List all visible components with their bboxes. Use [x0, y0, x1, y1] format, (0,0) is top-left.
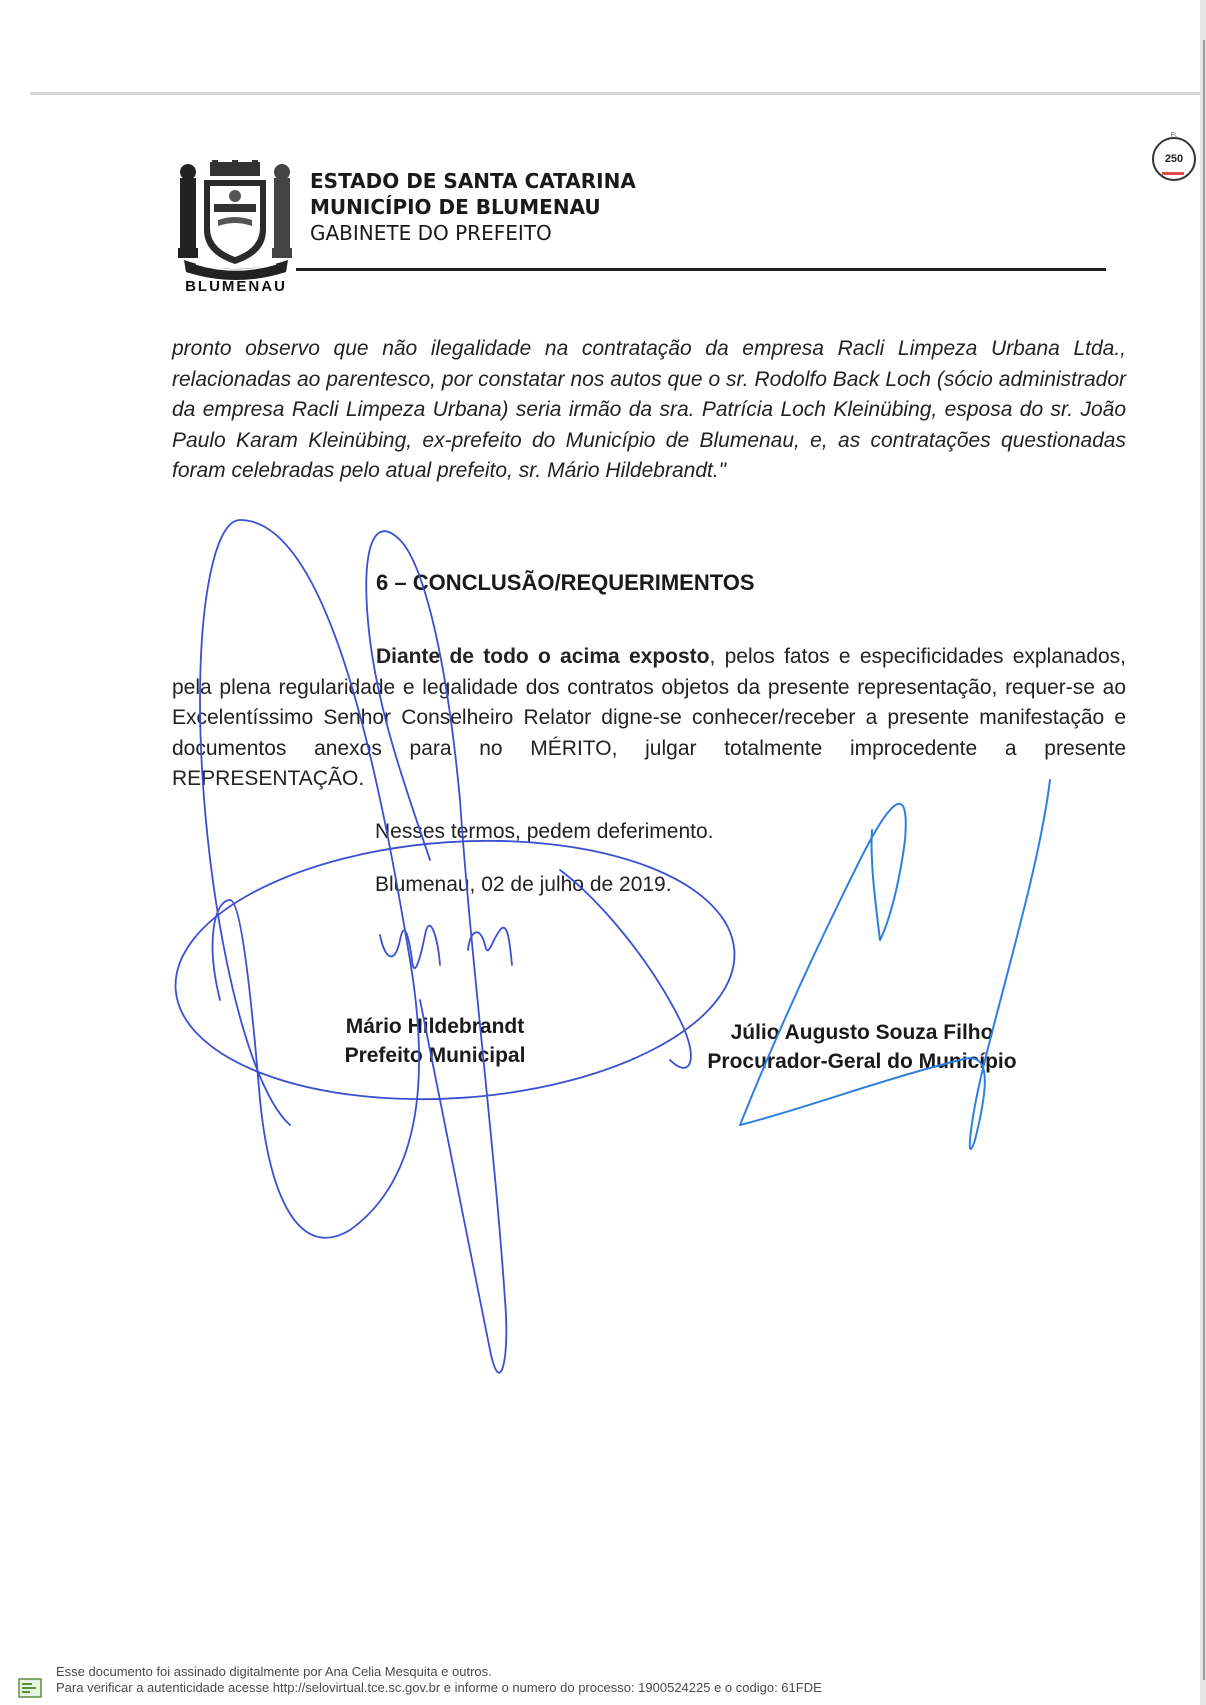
date-line: Blumenau, 02 de julho de 2019.: [375, 873, 672, 896]
section-title: 6 – CONCLUSÃO/REQUERIMENTOS: [376, 570, 755, 595]
quoted-paragraph: [172, 334, 1126, 487]
stamp-fl-label: Fl.: [1170, 133, 1178, 139]
crest-label: BLUMENAU: [185, 278, 287, 295]
scan-top-margin: [0, 0, 1206, 96]
signature-block-attorney: [672, 1018, 1052, 1076]
verification-note: [56, 1664, 822, 1696]
scan-edge-top: [30, 92, 1200, 95]
letterhead-office: GABINETE DO PREFEITO: [310, 221, 552, 245]
scan-edge-right-line: [1203, 40, 1205, 1680]
quoted-paragraph-text: pronto observo que não ilegalidade na contratação da empresa Racli Limpeza Urbana Ltda., relacionadas ao parentesco, por constatar nos autos que o sr. Rodolfo Back Loch (sócio administrador da empresa Racli Limpeza Urbana) seria irmão da sra. Patrícia Loch Kleinübing, esposa do sr. João Paulo Karam Kleinübing, ex-prefeito do Município de Blumenau, e, as contratações questionadas foram celebradas pelo atual prefeito, sr. Mário Hildebrandt.": [172, 337, 1126, 482]
letterhead-municipality: MUNICÍPIO DE BLUMENAU: [310, 195, 601, 219]
conclusion-body: , pelos fatos e especificidades explanados, pela plena regularidade e legalidade dos contratos objetos da presente representação, requer-se ao Excelentíssimo Senhor Conselheiro Relator digne-se conhecer/receber a presente manifestação e documentos anexos para no MÉRITO, julgar totalmente improcedente a presente REPRESENTAÇÃO.: [172, 645, 1126, 790]
letterhead-rule: [296, 268, 1106, 271]
closing-line: Nesses termos, pedem deferimento.: [375, 820, 714, 843]
signatory-name: Mário Hildebrandt: [345, 1015, 525, 1038]
verification-line-1: Esse documento foi assinado digitalmente por Ana Celia Mesquita e outros.: [56, 1664, 492, 1679]
signature-block-mayor: [300, 1012, 570, 1070]
signatory-name: Júlio Augusto Souza Filho: [730, 1021, 994, 1044]
digital-signature-icon: [18, 1678, 42, 1698]
verification-line-2: Para verificar a autenticidade acesse http://selovirtual.tce.sc.gov.br e informe o numero do processo: 1900524225 e o codigo: 61FDE: [56, 1680, 822, 1695]
conclusion-paragraph: [172, 642, 1126, 795]
coat-of-arms-icon: [174, 160, 298, 290]
signatory-role: Prefeito Municipal: [344, 1044, 526, 1067]
stamp-red-mark: [1162, 172, 1184, 175]
letterhead-state: ESTADO DE SANTA CATARINA: [310, 169, 636, 193]
page-number-stamp: [1152, 133, 1196, 181]
conclusion-lead: Diante de todo o acima exposto: [376, 645, 710, 668]
signatory-role: Procurador-Geral do Município: [707, 1050, 1017, 1073]
letterhead: [310, 168, 636, 246]
conclusion-text: [172, 642, 1126, 795]
page-number: 250: [1164, 153, 1184, 165]
signature-attorney-scribble: [740, 780, 1050, 1149]
